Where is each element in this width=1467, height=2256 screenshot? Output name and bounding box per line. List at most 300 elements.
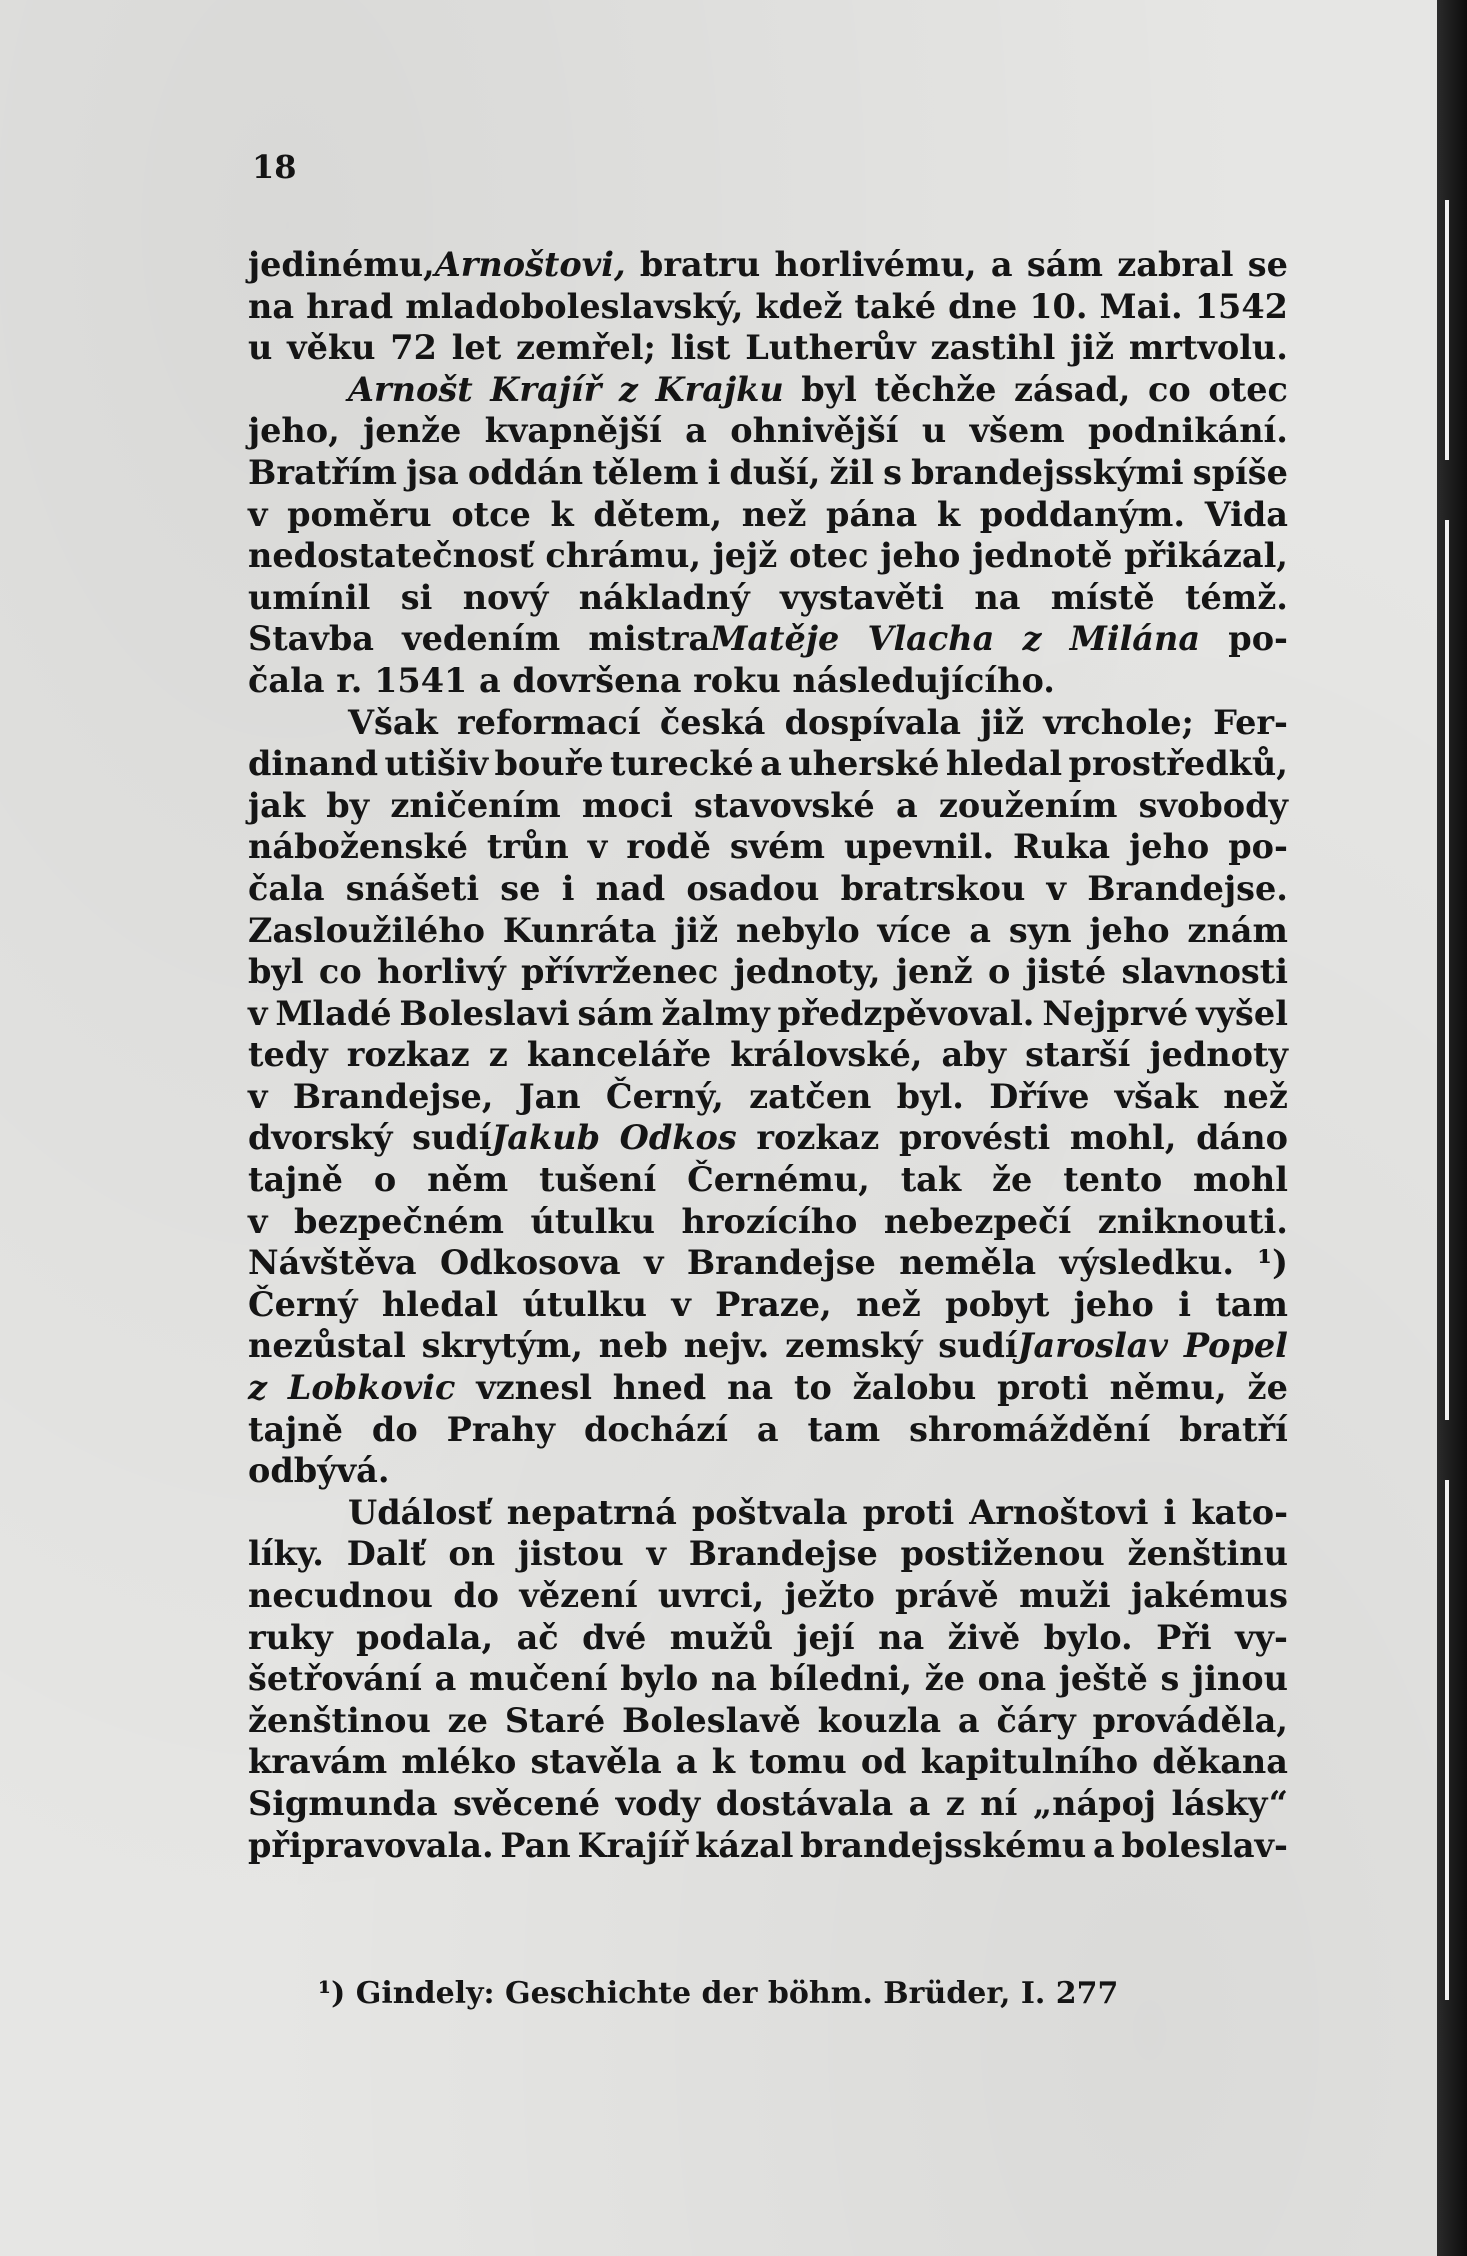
text-line (248, 1783, 1288, 1825)
word: útulku (530, 1201, 655, 1241)
word: ženštinu (1127, 1534, 1288, 1574)
word: i (707, 452, 721, 492)
word: otec (1208, 369, 1288, 409)
text-segment: čala r. 1541 a dovršena roku následujícího. (248, 660, 1055, 700)
word: Sigmunda (248, 1783, 438, 1823)
word: jenže (363, 411, 462, 451)
word: k (936, 494, 961, 534)
word: k (711, 1742, 735, 1782)
word: proti (862, 1492, 955, 1532)
word: zoužením (938, 785, 1118, 825)
word: Brandejse (686, 1243, 876, 1283)
word: Praze, (715, 1284, 832, 1324)
word: rodě (626, 827, 711, 867)
word: si (400, 577, 433, 617)
word: na (974, 577, 1021, 617)
word: nezůstal (248, 1326, 406, 1366)
word: hned (612, 1368, 707, 1408)
word: on (448, 1534, 496, 1574)
word: sám (1026, 245, 1103, 284)
word: nový (462, 577, 549, 617)
word: a (675, 1742, 698, 1782)
word: ruky (248, 1617, 333, 1657)
word: mrtvolu. (1128, 328, 1288, 368)
word: otec (788, 536, 869, 576)
word: hrad (306, 286, 394, 326)
word: do (453, 1576, 500, 1615)
word: tajně (248, 1160, 343, 1200)
word: se (500, 868, 541, 908)
word: jejž (712, 536, 778, 576)
word: necudnou (248, 1576, 433, 1615)
word: jednotě (972, 536, 1113, 576)
word: Brandejse. (1087, 868, 1288, 908)
edge-mark (1445, 520, 1449, 1420)
word: trůn (486, 827, 569, 867)
word: oddán (467, 452, 584, 492)
word: Černý (248, 1284, 358, 1324)
word: brandejsskými (911, 452, 1184, 492)
word: Ruka (1013, 827, 1111, 867)
word: předzpěvoval. (777, 993, 1035, 1033)
word: moci (581, 785, 673, 825)
text-line (248, 244, 1288, 286)
text-line (248, 1617, 1288, 1659)
word: žalmy (661, 993, 770, 1033)
word: její (796, 1617, 855, 1657)
word: otce (451, 494, 531, 534)
word: na (248, 286, 295, 326)
word: skrytým, (421, 1326, 583, 1366)
word: mistraMatěje (588, 619, 840, 659)
text-segment: odbývá. (248, 1451, 390, 1491)
text-line (248, 1117, 1288, 1159)
word: čala (248, 868, 325, 908)
word: Brandejse (688, 1534, 878, 1574)
word: mohl, (1069, 1118, 1177, 1158)
word: ač (516, 1617, 559, 1657)
word: dochází (583, 1409, 728, 1449)
word: Popel (1183, 1326, 1288, 1366)
word: sám (577, 993, 654, 1033)
word: více (877, 910, 952, 950)
word: bylo (620, 1659, 699, 1699)
word: a (756, 1409, 779, 1449)
word: pobyt (945, 1284, 1050, 1324)
word: Stavba (248, 619, 374, 659)
word: jeho (1129, 827, 1210, 867)
word: dospívala (784, 702, 961, 742)
word: šetřování (248, 1659, 422, 1699)
word: Vida (1204, 494, 1288, 534)
word: a (990, 245, 1013, 284)
text-line (248, 535, 1288, 577)
word: i (1163, 1492, 1177, 1532)
word: to (793, 1368, 832, 1408)
word: rozkaz (346, 1035, 470, 1075)
word: vyšel (1196, 993, 1288, 1033)
word: sudíJakub (412, 1118, 601, 1158)
word: a (760, 744, 782, 784)
word: místě (1050, 577, 1155, 617)
word: na (710, 1659, 757, 1699)
word: témž. (1185, 577, 1288, 617)
word: v (646, 1534, 666, 1574)
word: jsa (406, 452, 459, 492)
word: Prahy (446, 1409, 556, 1449)
page-number: 18 (252, 148, 297, 186)
word: postiženou (900, 1534, 1105, 1574)
word: Krajku (655, 369, 784, 409)
word: podala, (356, 1617, 494, 1657)
word: mučení (468, 1659, 608, 1699)
word: shromáždění (909, 1409, 1151, 1449)
word: brandejsskému (800, 1825, 1087, 1865)
word: poddaným. (979, 494, 1186, 534)
word: kouzla (817, 1700, 942, 1740)
word: u (248, 328, 273, 368)
word: od (860, 1742, 907, 1782)
word: v (671, 1284, 691, 1324)
word: v (587, 827, 608, 867)
word: poštvala (691, 1492, 848, 1532)
word: těchže (874, 369, 997, 409)
word: tělem (592, 452, 699, 492)
word: přívrženec (521, 952, 719, 992)
text-line (248, 702, 1288, 744)
word: se (1247, 245, 1288, 284)
word: osadou (686, 868, 820, 908)
word: stavěla (530, 1742, 662, 1782)
word: žalobu (852, 1368, 977, 1408)
word: vězení (519, 1576, 638, 1615)
word: bratří (1179, 1409, 1288, 1449)
word: výsledku. (1059, 1243, 1235, 1283)
word: nebezpečí (883, 1201, 1072, 1241)
word: tušení (539, 1160, 657, 1200)
scan-edge (1437, 0, 1467, 2256)
word: Lutherův (745, 328, 916, 368)
word: Kunráta (502, 910, 657, 950)
word: královské, (730, 1035, 923, 1075)
word: vody (615, 1783, 701, 1823)
word: zemský (785, 1326, 923, 1366)
word: Při (1156, 1617, 1212, 1657)
word: po- (1228, 827, 1288, 867)
word: horlivý (376, 952, 506, 992)
word: zastihl (930, 328, 1056, 368)
word: Fer- (1213, 702, 1288, 742)
text-line (248, 577, 1288, 619)
word: jak (248, 785, 306, 825)
word: stavovské (694, 785, 875, 825)
word: kanceláře (526, 1035, 712, 1075)
body-text (248, 244, 1288, 1866)
word: čáry (996, 1700, 1076, 1740)
word: s (883, 452, 902, 492)
word: Bratřím (248, 452, 397, 492)
word: Dříve (989, 1076, 1090, 1116)
word: dvorský (248, 1118, 393, 1158)
word: Pan (500, 1825, 571, 1865)
text-line (248, 1242, 1288, 1284)
word: podnikání. (1088, 411, 1288, 451)
word: tam (1215, 1284, 1288, 1324)
word: Událosť (348, 1492, 492, 1532)
text-line (248, 452, 1288, 494)
word: utišiv (384, 744, 489, 784)
word: ženštinou (248, 1700, 431, 1740)
word: jeho, (248, 411, 340, 451)
word: jednoty (1149, 1035, 1288, 1075)
word: a (957, 1700, 980, 1740)
word: nad (595, 868, 666, 908)
word: tak (900, 1160, 962, 1200)
word: přikázal, (1124, 536, 1288, 576)
word: dvé (582, 1617, 647, 1657)
word: do (371, 1409, 418, 1449)
word: snášeti (345, 868, 480, 908)
word: zabral (1117, 245, 1234, 284)
word: ohnivější (730, 411, 899, 451)
text-line (248, 1492, 1288, 1534)
word: v (643, 1243, 664, 1283)
word: již (980, 702, 1025, 742)
word: kato- (1191, 1492, 1288, 1532)
text-line (248, 826, 1288, 868)
word: 10. (1029, 286, 1088, 326)
word: upevnil. (843, 827, 995, 867)
word: mohl (1193, 1160, 1288, 1200)
word: Jan (518, 1076, 581, 1116)
word: tomu (749, 1742, 847, 1782)
word: lásky“ (1171, 1783, 1288, 1823)
word: zatčen (749, 1076, 872, 1116)
word: dětem, (593, 494, 723, 534)
word: dáno (1196, 1118, 1288, 1158)
word: Vlacha (867, 619, 995, 659)
word: „nápoj (1032, 1783, 1157, 1823)
word: mužů (669, 1617, 773, 1657)
word: tento (1063, 1160, 1163, 1200)
word: tam (807, 1409, 881, 1449)
word: aby (941, 1035, 1007, 1075)
word: česká (659, 702, 766, 742)
text-line (248, 1658, 1288, 1700)
word: by (326, 785, 370, 825)
word: svém (729, 827, 825, 867)
word: v (248, 993, 268, 1033)
word: než (856, 1284, 921, 1324)
word: zniknouti. (1097, 1201, 1288, 1241)
word: Černý, (605, 1076, 724, 1116)
text-line (248, 1367, 1288, 1409)
text-line (248, 743, 1288, 785)
word: s (1160, 1659, 1180, 1699)
word: slavnosti (1121, 952, 1288, 992)
word: Dalť (346, 1534, 426, 1574)
word: hrozícího (681, 1201, 858, 1241)
word: v (248, 1201, 268, 1241)
word: živě (947, 1617, 1021, 1657)
word: z (248, 1368, 268, 1408)
word: provésti (898, 1118, 1051, 1158)
text-line (248, 868, 1288, 910)
word: pána (826, 494, 918, 534)
text-line (248, 1450, 1288, 1492)
word: vznesl (476, 1368, 592, 1408)
text-line (248, 1741, 1288, 1783)
word: nepatrná (506, 1492, 677, 1532)
word: neměla (899, 1243, 1037, 1283)
word: znám (1187, 910, 1288, 950)
word: jinou (1192, 1659, 1288, 1699)
word: na (727, 1368, 774, 1408)
word: na (878, 1617, 925, 1657)
word: syn (1008, 910, 1072, 950)
edge-mark (1445, 1480, 1449, 2000)
word: neb (598, 1326, 668, 1366)
word: Brandejse, (292, 1076, 494, 1116)
word: po- (1228, 619, 1288, 659)
word: Krajíř (490, 369, 602, 409)
word: něm (427, 1160, 509, 1200)
word: vy- (1235, 1617, 1288, 1657)
word: bratrskou (840, 868, 1026, 908)
word: tajně (248, 1409, 343, 1449)
word: hledal (381, 1284, 499, 1324)
word: dinand (248, 744, 378, 784)
word: jednoty, (733, 952, 881, 992)
word: kvapnější (484, 411, 662, 451)
text-line (248, 660, 1288, 702)
word: proti (997, 1368, 1089, 1408)
word: byl (248, 952, 304, 992)
word: byl. (896, 1076, 964, 1116)
word: umínil (248, 577, 371, 617)
word: bezpečném (293, 1201, 504, 1241)
word: v (248, 1076, 268, 1116)
word: a (969, 910, 992, 950)
word: spíše (1192, 452, 1288, 492)
word: turecké (610, 744, 754, 784)
word: dne (948, 286, 1018, 326)
word: vrchole; (1043, 702, 1194, 742)
word: a (685, 411, 707, 451)
text-line (248, 327, 1288, 369)
word: byl (801, 369, 857, 409)
word: ona (977, 1659, 1047, 1699)
word: dostávala (715, 1783, 894, 1823)
word: 1542 (1194, 286, 1288, 326)
word: Staré (504, 1700, 606, 1740)
word: z (945, 1783, 965, 1823)
word: let (451, 328, 502, 368)
word: jeho (1073, 1284, 1154, 1324)
word: bylo. (1043, 1617, 1133, 1657)
word: Mai. (1099, 286, 1183, 326)
word: děkana (1152, 1742, 1288, 1782)
word: nebylo (736, 910, 860, 950)
word: Nejprvé (1042, 993, 1189, 1033)
word: jakémus (1130, 1576, 1288, 1615)
word: nejv. (683, 1326, 770, 1366)
text-line (248, 1700, 1288, 1742)
word: i (561, 868, 575, 908)
word: a (1093, 1825, 1115, 1865)
word: poměru (287, 494, 432, 534)
text-line (248, 286, 1288, 328)
word: v (248, 494, 268, 534)
word: uvrci, (657, 1576, 765, 1615)
text-line (248, 369, 1288, 411)
word: bouře (494, 744, 604, 784)
word: rozkaz (756, 1118, 880, 1158)
word: svěcené (453, 1783, 601, 1823)
text-line (248, 1034, 1288, 1076)
text-line (248, 618, 1288, 660)
word: mladoboleslavský, (405, 286, 744, 326)
word: co (1148, 369, 1191, 409)
word: a (895, 785, 918, 825)
word: kdež (755, 286, 843, 326)
text-line (248, 1575, 1288, 1617)
word: z (1022, 619, 1042, 659)
word: Však (348, 702, 438, 742)
word: zničením (390, 785, 561, 825)
word: ze (447, 1700, 488, 1740)
word: útulku (522, 1284, 647, 1324)
word: nákladný (578, 577, 750, 617)
word: svobody (1138, 785, 1288, 825)
word: co (318, 952, 362, 992)
word: u (921, 411, 947, 451)
word: reformací (457, 702, 641, 742)
word: jenž (895, 952, 973, 992)
word: než (1223, 1076, 1288, 1116)
word: právě (895, 1576, 999, 1615)
word: k (550, 494, 574, 534)
word: o (373, 1160, 397, 1200)
word: tedy (248, 1035, 328, 1075)
word: Arnošt (348, 369, 473, 409)
word: z (488, 1035, 508, 1075)
word: mléko (401, 1742, 517, 1782)
word: z (618, 369, 638, 409)
word: i (1178, 1284, 1191, 1324)
word: bíledni, (769, 1659, 912, 1699)
text-line (248, 1201, 1288, 1243)
text-line (248, 494, 1288, 536)
word: jeho (880, 536, 961, 576)
text-line (248, 1325, 1288, 1367)
word: vedením (402, 619, 561, 659)
word: že (924, 1659, 965, 1699)
word: Boleslavi (399, 993, 570, 1033)
word: líky. (248, 1534, 324, 1574)
word: prováděla, (1092, 1700, 1288, 1740)
word: vystavěti (780, 577, 944, 617)
word: než (741, 494, 807, 534)
word: Odkos (619, 1118, 737, 1158)
edge-mark (1445, 200, 1449, 460)
text-line (248, 1533, 1288, 1575)
word: němu, (1109, 1368, 1227, 1408)
word: ještě (1058, 1659, 1148, 1699)
text-line (248, 951, 1288, 993)
word: jeho (1089, 910, 1170, 950)
word: ní (980, 1783, 1018, 1823)
